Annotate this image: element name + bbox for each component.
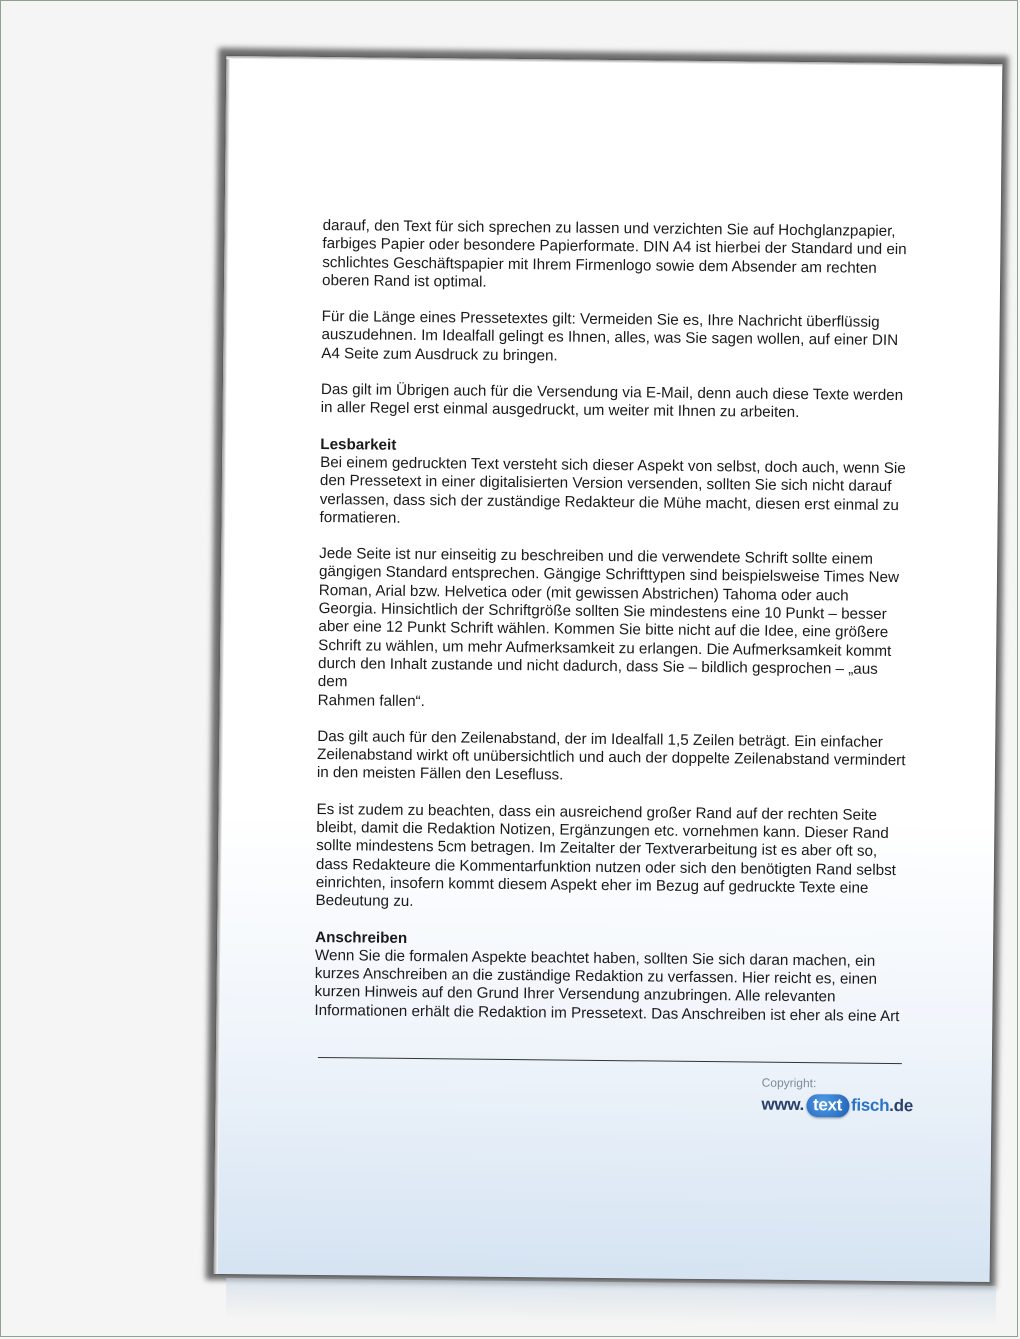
logo-bubble: text xyxy=(806,1094,849,1117)
paragraph-line-spacing: Das gilt auch für den Zeilenabstand, der im Idealfall 1,5 Zeilen beträgt. Ein einfacher Zeilenabstand wirkt oft unübersichtlich und auch der doppelte Zeilenabstand vermindert in den meisten Fällen den Lesefluss. xyxy=(316,727,906,784)
section-anschreiben xyxy=(314,928,905,1026)
copyright-label: Copyright: xyxy=(761,1075,817,1091)
logo-middle: fisch xyxy=(850,1095,890,1115)
footer-divider xyxy=(318,1057,902,1064)
paragraph-margin: Es ist zudem zu beachten, dass ein ausreichend großer Rand auf der rechten Seite bleibt, damit die Redaktion Notizen, Ergänzungen etc. vornehmen kann. Dieser Rand sollte mindestens 5cm betragen. Im Zeitalter der Textverarbeitung ist es aber oft so, dass Redakteure die Kommentarfunktion nutzen oder sich den benötigten Rand selbst einrichten, insofern kommt diesem Aspekt eher im Bezug auf gedruckte Texte eine Bedeutung zu. xyxy=(315,800,897,911)
page-reflection xyxy=(226,1278,996,1326)
logo-prefix: www. xyxy=(761,1094,805,1115)
document-content xyxy=(314,217,913,1044)
textfisch-logo xyxy=(761,1092,913,1120)
section-lesbarkeit xyxy=(315,436,910,917)
heading-anschreiben: Anschreiben xyxy=(315,928,408,947)
document-page xyxy=(214,56,1003,1282)
logo-suffix: .de xyxy=(889,1095,914,1116)
paragraph-lesbarkeit-intro: Bei einem gedruckten Text versteht sich dieser Aspekt von selbst, doch auch, wenn Sie den Pressetext in einer digitalisierten Version versenden, sollten Sie sich nicht darauf verlassen, dass sich der zuständige Redakteur die Mühe macht, diesen erst einmal zu formatieren. xyxy=(319,453,906,527)
paragraph-text-length: Für die Länge eines Pressetextes gilt: Vermeiden Sie es, Ihre Nachricht überflüssig auszudehnen. Im Idealfall gelingt es Ihnen, alles, was Sie sagen wollen, auf einer DIN A4 Seite zum Ausdruck zu bringen. xyxy=(321,308,899,365)
paragraph-email: Das gilt im Übrigen auch für die Versendung via E-Mail, denn auch diese Texte werden in aller Regel erst einmal ausgedruckt, um weiter mit Ihnen zu arbeiten. xyxy=(320,381,904,422)
paragraph-anschreiben: Wenn Sie die formalen Aspekte beachtet haben, sollten Sie sich daran machen, ein kurzes Anschreiben an die zuständige Redaktion zu verfassen. Hier reicht es, einen kurzen Hinweis auf den Grund Ihrer Versendung anzubringen. Alle relevanten Informationen erhält die Redaktion im Pressetext. Das Anschreiben ist eher als eine Art xyxy=(314,946,900,1025)
paragraph-font-choice: Jede Seite ist nur einseitig zu beschreiben und die verwendete Schrift sollte einem gängigen Standard entsprechen. Gängige Schrifttypen sind beispielsweise Times New Roman, Arial bzw. Helvetica oder (mit gewissen Abstrichen) Tahoma oder auch Georgia. Hinsichtlich der Schriftgröße sollten Sie mindestens eine 10 Punkt – besser aber eine 12 Punkt Schrift wählen. Kommen Sie bitte nicht auf die Idee, eine größere Schrift zu wählen, um mehr Aufmerksamkeit zu erlangen. Die Aufmerksamkeit kommt durch den Inhalt zustande und nicht dadurch, dass Sie – bildlich gesprochen – „aus dem Rahmen fallen“. xyxy=(317,545,900,710)
heading-lesbarkeit: Lesbarkeit xyxy=(320,435,397,454)
paragraph-paper-format: darauf, den Text für sich sprechen zu lassen und verzichten Sie auf Hochglanzpapier, farbiges Papier oder besondere Papierformate. DIN A4 ist hierbei der Standard und ein schlichtes Geschäftspapier mit Ihrem Firmenlogo sowie dem Absender am rechten oberen Rand ist optimal. xyxy=(321,216,907,291)
